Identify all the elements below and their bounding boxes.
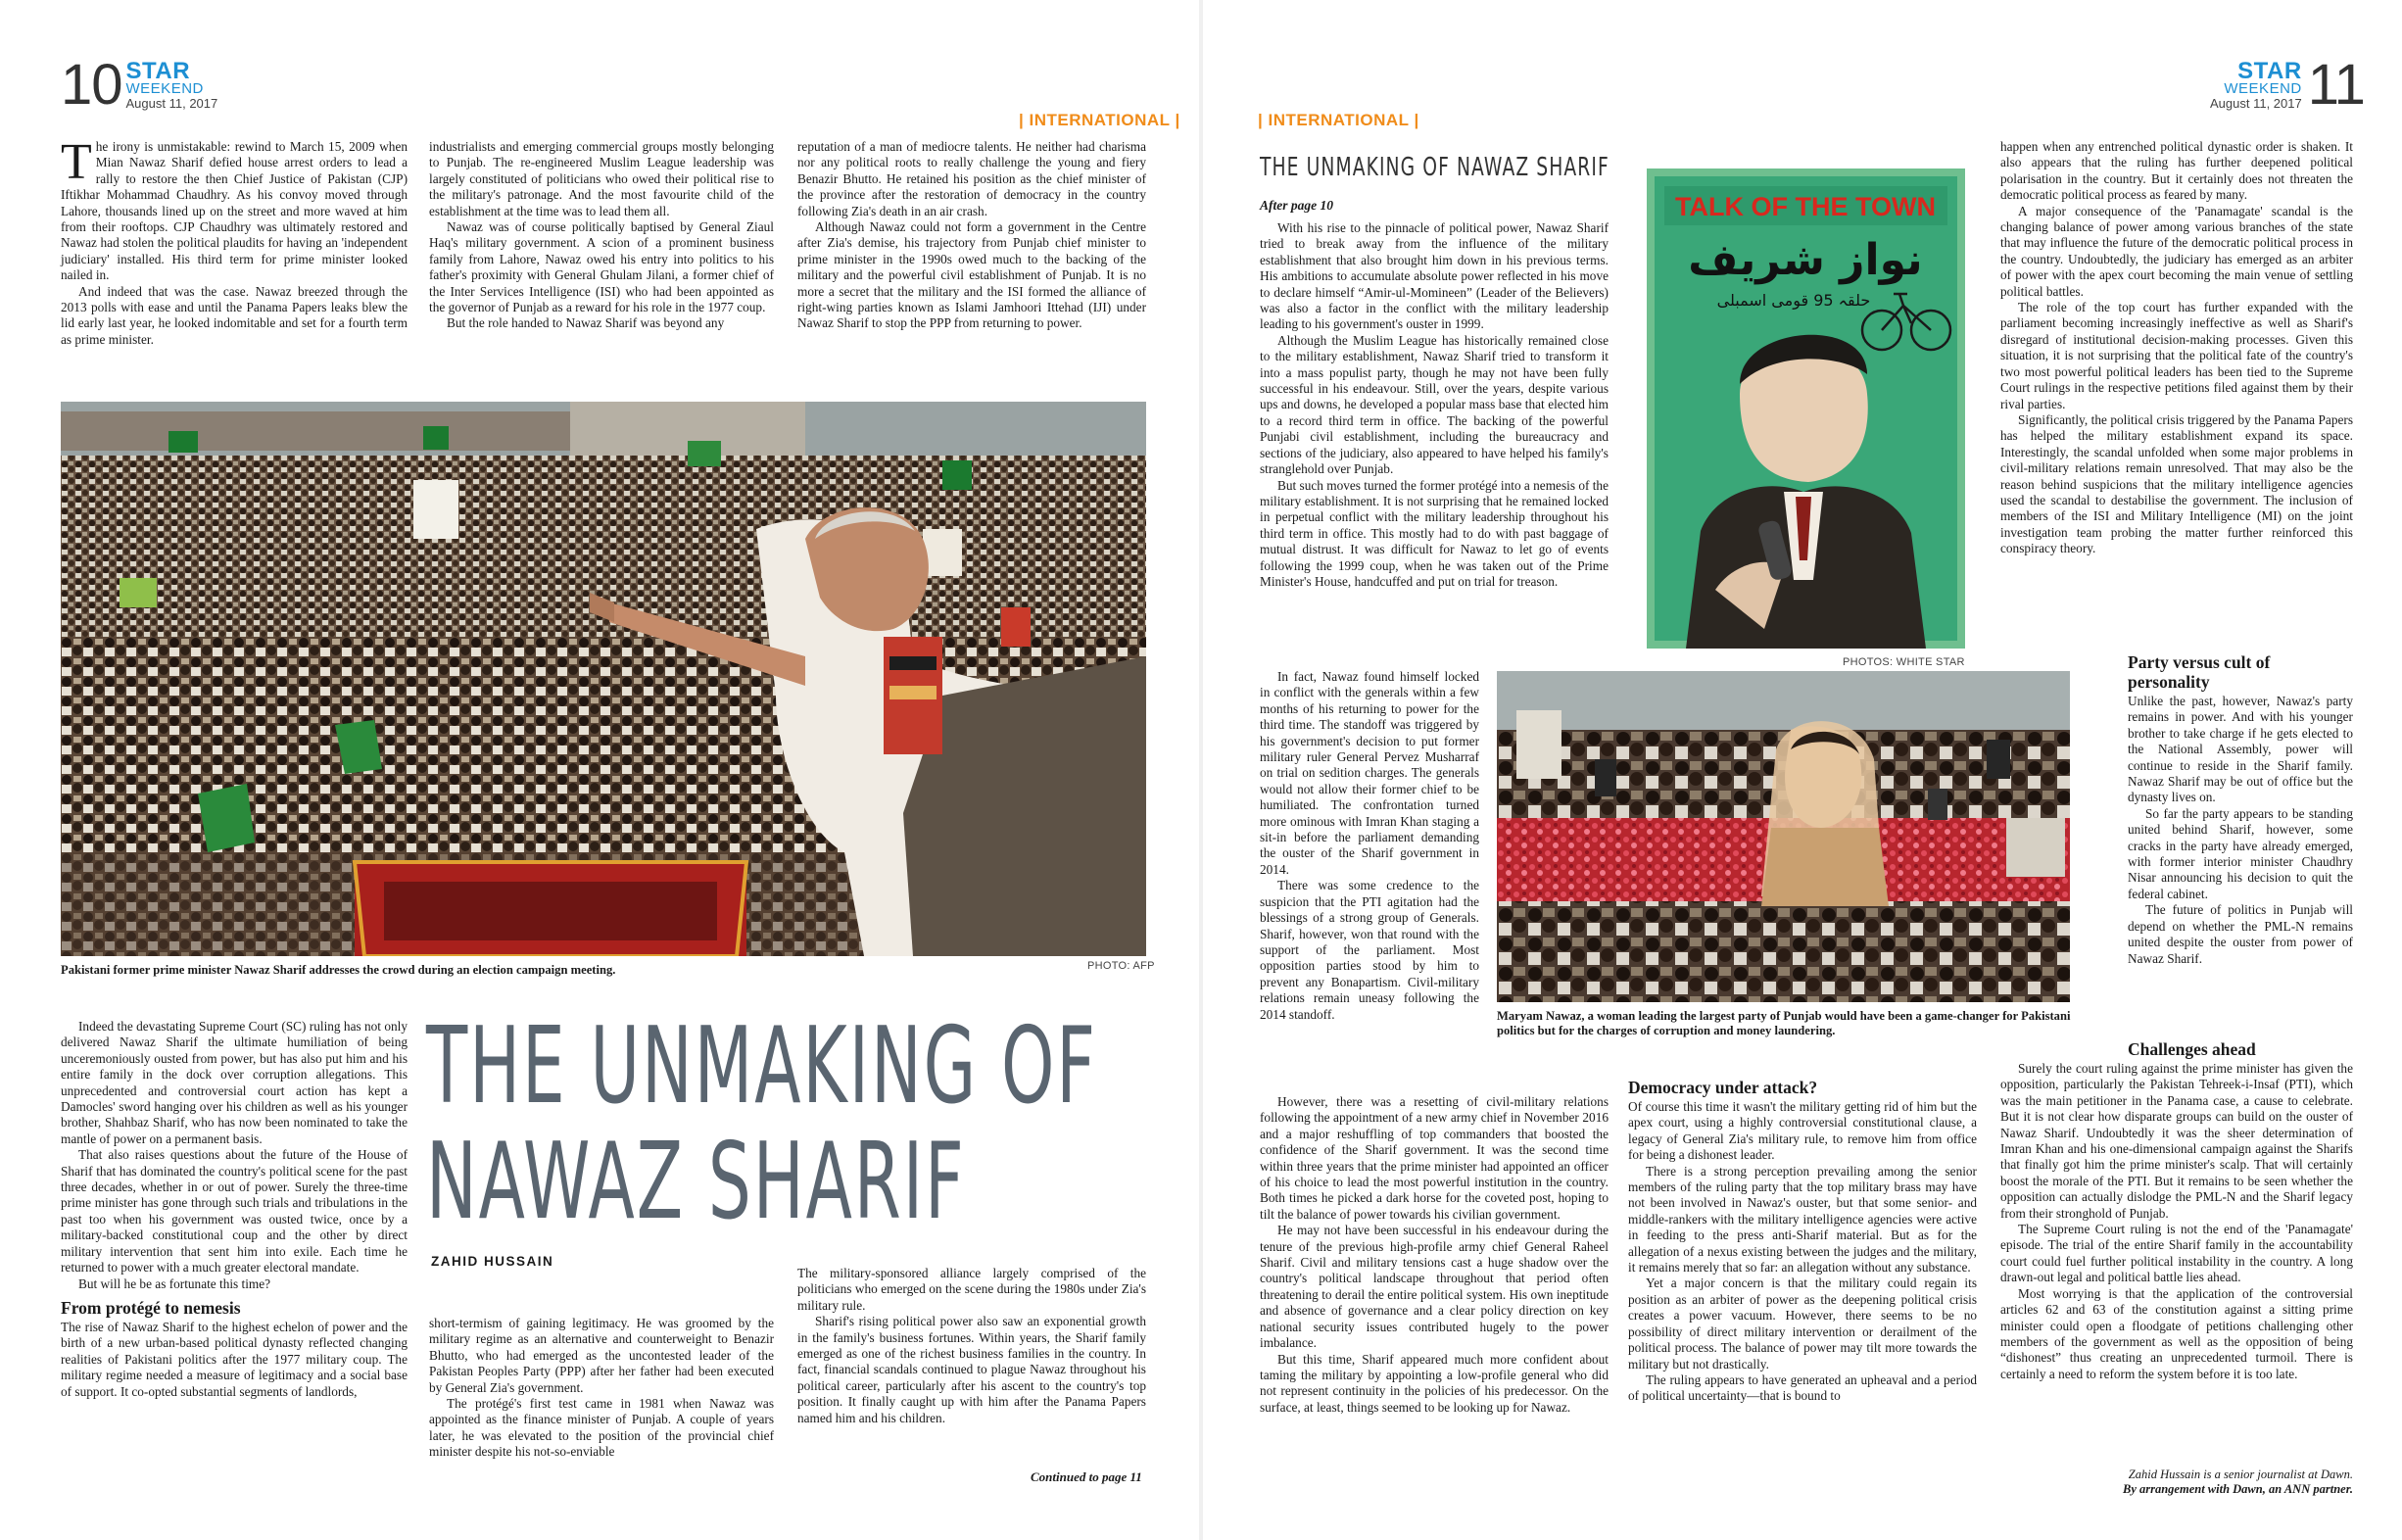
paragraph: Sharif's rising political power also saw an exponential growth in the family's business fortunes. Within years, the Sharif family emerged as one of the richest business families in the country. In fact, financial scandals continued to plague Nawaz throughout his political career, particularly after his ascent to the country's top position. It finally caught up with him after the Panama Papers named him and his children.: [797, 1314, 1146, 1425]
paragraph: But the role handed to Nawaz Sharif was beyond any: [447, 315, 725, 331]
paragraph: The ruling appears to have generated an upheaval and a period of political uncertainty—that is bound to: [1628, 1372, 1977, 1404]
masthead: [2210, 58, 2302, 112]
paragraph: So far the party appears to be standing united behind Sharif, however, some cracks in the party have already emerged, with former interior minister Chaudhry Nisar announcing his decision to quit the federal cabinet.: [2128, 805, 2353, 901]
rally-illustration: [61, 402, 1146, 956]
paragraph: There was some credence to the suspicion that the PTI agitation had the blessings of a strong group of Generals. Sharif, however, won that round with the support of the parliament. Most opposition parties stood by him to prevent any Bonapartism. Civil-military relations remain uneasy following the 2014 standoff.: [1260, 878, 1479, 1022]
column-2-bottom: [429, 1316, 774, 1461]
subhead: Party versus cult of personality: [2128, 652, 2271, 692]
column-2-top: [429, 139, 774, 332]
paragraph: industrialists and emerging commercial groups mostly belonging to Punjab. The re-engineered Muslim League leadership was largely constituted of politicians who owed their political rise to the military's patronage. And the most favourite child of the establishment at the time was to lead them all.: [429, 139, 774, 218]
headline-line-2: NAWAZ SHARIF: [426, 1121, 966, 1243]
column-a-top: [1260, 220, 1609, 590]
paragraph: In fact, Nawaz found himself locked in conflict with the generals within a few months of his returning to power for the third time. The standoff was triggered by his government's decision to put former military ruler General Pervez Musharraf on trial on sedition charges. The generals would not allow their former chief to be humiliated. The confrontation turned more ominous with Imran Khan staging a sit-in before the parliament demanding the ouster of the Sharif government in 2014.: [1260, 669, 1479, 877]
byline: ZAHID HUSSAIN: [431, 1254, 554, 1269]
paragraph: There is a strong perception prevailing among the senior members of the ruling party that the top military brass may have not been involved in Nawaz's ouster, but that some senior- and middle-rankers with the military intelligence agencies were active in feeding to the press anti-Sharif material. But as for the allegation of a nexus existing between the judges and the military, it remains merely that so far: an allegation without any substance.: [1628, 1163, 1977, 1275]
paragraph: Yet a major concern is that the military could regain its position as an arbiter of power as the deepening political crisis creates a power vacuum. However, there seems to be no possibility of direct military intervention or derailment of the political process. The balance of power may tilt more towards the military but not drastically.: [1628, 1275, 1977, 1372]
photo-credit: PHOTO: AFP: [1087, 960, 1155, 972]
paragraph: reputation of a man of mediocre talents. He neither had charisma nor any political roots to really challenge the young and fiery Benazir Bhutto. He retained his position as the chief minister of the province after the restoration of democracy in the country following Zia's death in an air crash.: [797, 139, 1146, 218]
crowd-photo: [1497, 671, 2070, 1002]
poster-banner: TALK OF THE TOWN: [1675, 192, 1936, 221]
column-1-top: [61, 134, 408, 348]
paragraph: He may not have been successful in his endeavour during the tenure of the previous high-profile army chief General Raheel Sharif. Civil and military tensions cast a huge shadow over the country's political landscape throughout that period often threatening to derail the entire political system. His own ineptitude and absence of governance and a clear policy direction on key national security issues contributed hugely to the power imbalance.: [1260, 1223, 1609, 1351]
column-b: [1628, 1078, 1977, 1405]
column-c-bottom: [2000, 1034, 2353, 1382]
paragraph: Although Nawaz could not form a government in the Centre after Zia's demise, his trajectory from Punjab chief minister to prime minister in the 1990s owed much to the backing of the military and the powerful civil establishment of Punjab. It is no more a secret that the military and the ISI formed the alliance of right-wing parties known as Islami Jamhoori Ittehad (IJI) under Nawaz Sharif to stop the PPP from returning to power.: [797, 219, 1146, 331]
issue-date: August 11, 2017: [2210, 96, 2302, 111]
paragraph: The future of politics in Punjab will depend on whether the PML-N remains united despite the ouster from power of Nawaz Sharif.: [2128, 902, 2353, 966]
page-folio-left: [61, 53, 218, 117]
paragraph: Significantly, the political crisis triggered by the Panama Papers has helped the military establishment expand its space. Interestingly, the scandal unfolded when some major problems in civil-military relations remain unresolved. That may also be the reason behind suspicions that the military intelligence agencies used the scandal to destabilise the government. The inclusion of members of the ISI and Military Intelligence (MI) on the joint investigation team probing the matter further reinforced this conspiracy theory.: [2000, 411, 2353, 556]
masthead-weekend: WEEKEND: [2224, 80, 2302, 97]
poster-urdu-constituency: حلقہ 95 قومی اسمبلی: [1716, 291, 1871, 310]
photo-caption: Pakistani former prime minister Nawaz Sharif addresses the crowd during an election campaign meeting.: [61, 963, 616, 977]
article-title: THE UNMAKING OF NAWAZ SHARIF: [1260, 153, 1609, 182]
continued-note: Continued to page 11: [1031, 1469, 1142, 1484]
headline: [426, 1005, 1097, 1243]
paragraph: The protégé's first test came in 1981 when Nawaz was appointed as the finance minister of Punjab. A couple of years later, he was elevated to the position of the provincial chief minister despite his not-so-enviable: [429, 1396, 774, 1460]
column-c-narrow: [2128, 647, 2353, 967]
paragraph: A major consequence of the 'Panamagate' scandal is the changing balance of power among various branches of the state that may influence the future of the democratic political process in the country. Undoubtedly, the judiciary has emerged as an arbiter of power with the apex court becoming the main venue of settling political battles.: [2000, 203, 2353, 299]
right-page: [1201, 0, 2402, 1540]
column-3-top: [797, 139, 1146, 332]
paragraph: But will he be as fortunate this time?: [78, 1275, 271, 1291]
paragraph: Of course this time it wasn't the military getting rid of him but the apex court, using a highly controversial constitutional clause, a legacy of General Zia's military rule, to remove him from office for being a dishonest leader.: [1628, 1099, 1977, 1163]
paragraph: Nawaz was of course politically baptised by General Ziaul Haq's military government. A scion of a prominent business family from Lahore, Nawaz owed his entry into politics to his father's proximity with General Ghulam Jilani, a former chief of the Inter Services Intelligence (ISI) who had been appointed as the governor of Punjab as a reward for his role in the 1977 coup.: [429, 219, 774, 315]
paragraph: With his rise to the pinnacle of political power, Nawaz Sharif tried to break away from the influence of the military establishment that also brought him down in his previous terms. His ambitions to accumulate absolute power reflected in his move to declare himself “Amir-ul-Momineen” (Leader of the Believers) was also a factor in the conflict with the military leadership leading to his government's ouster in 1999.: [1260, 220, 1609, 332]
paragraph: That also raises questions about the future of the House of Sharif that has dominated the country's political scene for the past three decades, whether in or out of power. Surely the three-time prime minister has gone through such trials and tribulations in the past too when his government was ousted twice, once by a military-backed constitutional coup and the other by direct military intervention that sent him into exile. Each time he returned to power with a much greater electoral mandate.: [61, 1147, 408, 1275]
masthead-weekend: WEEKEND: [125, 80, 204, 97]
paragraph: However, there was a resetting of civil-military relations following the appointment of a new army chief in November 2016 and a major reshuffling of top commanders that boosted the confidence of the Sharif government. It was the second time within three years that the prime minister had appointed an officer of his choice to lead the most powerful institution in the country. Both times he picked a dark horse for the coveted post, hoping to tilt the balance of power towards his civilian government.: [1260, 1094, 1609, 1222]
author-note: [2000, 1468, 2353, 1497]
paragraph: Unlike the past, however, Nawaz's party remains in power. And with his younger brother to take charge if he gets elected to the National Assembly, power will continue to reside in the Sharif family. Nawaz Sharif may be out of office but the dynasty lives on.: [2128, 694, 2353, 805]
crowd-illustration: [1497, 671, 2070, 1002]
paragraph: Indeed the devastating Supreme Court (SC) ruling has not only delivered Nawaz Sharif the ultimate humiliation of being unceremoniously ousted from power, but has also put him and his entire family in the dock over corruption allegations. This unprecedented and controversial court action has kept a Damocles' sword hanging over his children as well as his younger brother, Shahbaz Sharif, who has now been nominated to take the mantle of power on a permanent basis.: [61, 1019, 408, 1146]
rally-photo: [61, 402, 1146, 956]
column-c-top: [2000, 139, 2353, 557]
section-tag: | INTERNATIONAL |: [1258, 111, 1419, 129]
section-tag: | INTERNATIONAL |: [1019, 111, 1180, 129]
author-note-line-1: Zahid Hussain is a senior journalist at Dawn.: [2128, 1468, 2353, 1481]
paragraph: happen when any entrenched political dynastic order is shaken. It also appears that the ruling has further deepened political polarisation in the country. But it certainly does not threaten the democratic political process as feared by many.: [2000, 139, 2353, 203]
subhead: From protégé to nemesis: [61, 1297, 241, 1318]
crowd-caption: Maryam Nawaz, a woman leading the largest party of Punjab would have been a game-changer for Pakistani politics but for the charges of corruption and money laundering.: [1497, 1009, 2071, 1037]
paragraph: The military-sponsored alliance largely comprised of the politicians who emerged on the scene during the 1980s under Zia's military rule.: [797, 1266, 1146, 1313]
paragraph: Although the Muslim League has historically remained close to the military establishment, Nawaz Sharif tried to transform it into a mass populist party, though he may not have been fully successful in his endeavour. Still, over the years, despite various ups and downs, he developed a popular mass base that elected him to a record third term in office. The backing of the powerful Punjabi civil establishment, including the bureaucracy and sections of the judiciary, also appeared to have helped his family's stranglehold over Punjab.: [1260, 332, 1609, 477]
author-note-line-2: By arrangement with Dawn, an ANN partner.: [2122, 1482, 2353, 1496]
subhead: Challenges ahead: [2128, 1039, 2256, 1059]
page-number: 11: [2307, 53, 2365, 117]
page-folio-right: [2210, 53, 2365, 117]
headline-line-1: THE UNMAKING OF: [426, 1005, 1097, 1128]
poster-photo: [1647, 168, 1965, 649]
masthead-star: STAR: [125, 58, 191, 84]
column-3-bottom: [797, 1266, 1146, 1426]
column-a-narrow: [1260, 669, 1479, 1023]
masthead-star: STAR: [2237, 58, 2302, 84]
paragraph: Surely the court ruling against the prime minister has given the opposition, particularly the Pakistan Tehreek-i-Insaf (PTI), which was the main petitioner in the Panama case, a cause to celebrate. But it is not clear how disparate groups can build on the ouster of Nawaz Sharif. Undoubtedly it was the sheer determination of Imran Khan and his one-dimensional campaign against the Sharifs that finally got him the prime minister's scalp. That will certainly boost the morale of the PTI. But it remains to be seen whether the opposition can actually dislodge the PML-N and the Sharif legacy from their stronghold of Punjab.: [2000, 1061, 2353, 1221]
paragraph: But this time, Sharif appeared much more confident about taming the military by appointing a low-profile general who did not represent continuity in the policies of his predecessor. On the surface, at least, things seemed to be looking up for Nawaz.: [1260, 1351, 1609, 1415]
issue-date: August 11, 2017: [125, 96, 218, 111]
drop-cap: T: [61, 134, 92, 190]
paragraph: Most worrying is that the application of the controversial articles 62 and 63 of the constitution against a sitting prime minister could open a floodgate of petitions challenging other members of the government as well as the opposition of being “dishonest” thus creating an unprecedented turmoil. There is certainly a need to reform the system before it is too late.: [2000, 1285, 2353, 1381]
column-1-bottom: [61, 1019, 408, 1400]
paragraph: The role of the top court has further expanded with the parliament becoming increasingly ineffective as well as Sharif's disregard of institutional decision-making processes. Given this situation, it is not surprising that the political fate of the country's two most powerful political leaders has been tied to the Supreme Court rulings in the respective petitions filed against them by their rival parties.: [2000, 300, 2353, 411]
subhead: Democracy under attack?: [1628, 1078, 1818, 1097]
poster-illustration: [1647, 168, 1965, 649]
paragraph: The irony is unmistakable: rewind to March 15, 2009 when Mian Nawaz Sharif defied house arrest orders to lead a rally to restore the then Chief Justice of Pakistan (CJP) Iftikhar Mohammad Chaudhry. As his convoy moved through Lahore, thousands lined up on the street and more waved at him from their rooftops. CJP Chaudhry was ultimately restored and Nawaz had stolen the political plaudits for having an 'independent judiciary' installed. His third term for prime minister looked nailed in.: [61, 134, 408, 283]
page-number: 10: [61, 53, 122, 117]
after-page-note: After page 10: [1260, 198, 1333, 213]
masthead: [125, 58, 218, 112]
paragraph: short-termism of gaining legitimacy. He was groomed by the military regime as an alternative and counterweight to Benazir Bhutto, who had emerged as the uncontested leader of the Pakistan Peoples Party (PPP) after her father had been executed by General Zia's government.: [429, 1316, 774, 1395]
column-a-bottom: [1260, 1094, 1609, 1416]
poster-credit: PHOTOS: WHITE STAR: [1843, 656, 1965, 668]
poster-urdu-name: نواز شریف: [1688, 235, 1923, 285]
paragraph: The rise of Nawaz Sharif to the highest echelon of power and the birth of a new urban-based political dynasty reflected changing realities of Pakistani politics after the 1977 military coup. The military regime needed a measure of legitimacy and a social base of support. It co-opted substantial segments of landlords,: [61, 1319, 408, 1399]
paragraph: The Supreme Court ruling is not the end of the 'Panamagate' episode. The trial of the entire Sharif family in the accountability court could fuel further political instability in the country. A long drawn-out legal and political battle lies ahead.: [2000, 1222, 2353, 1285]
paragraph: And indeed that was the case. Nawaz breezed through the 2013 polls with ease and until the Panama Papers leaks blew the lid early last year, he looked indomitable and set for a fourth term as prime minister.: [61, 283, 408, 347]
paragraph: But such moves turned the former protégé into a nemesis of the military establishment. It is not surprising that he remained locked in perpetual conflict with the military leadership throughout his third term in office. This mostly had to do with past baggage of mutual distrust. It was difficult for Nawaz to let go of events following the 1999 coup, when he was taken out of the Prime Minister's House, handcuffed and put on trial for treason.: [1260, 477, 1609, 589]
